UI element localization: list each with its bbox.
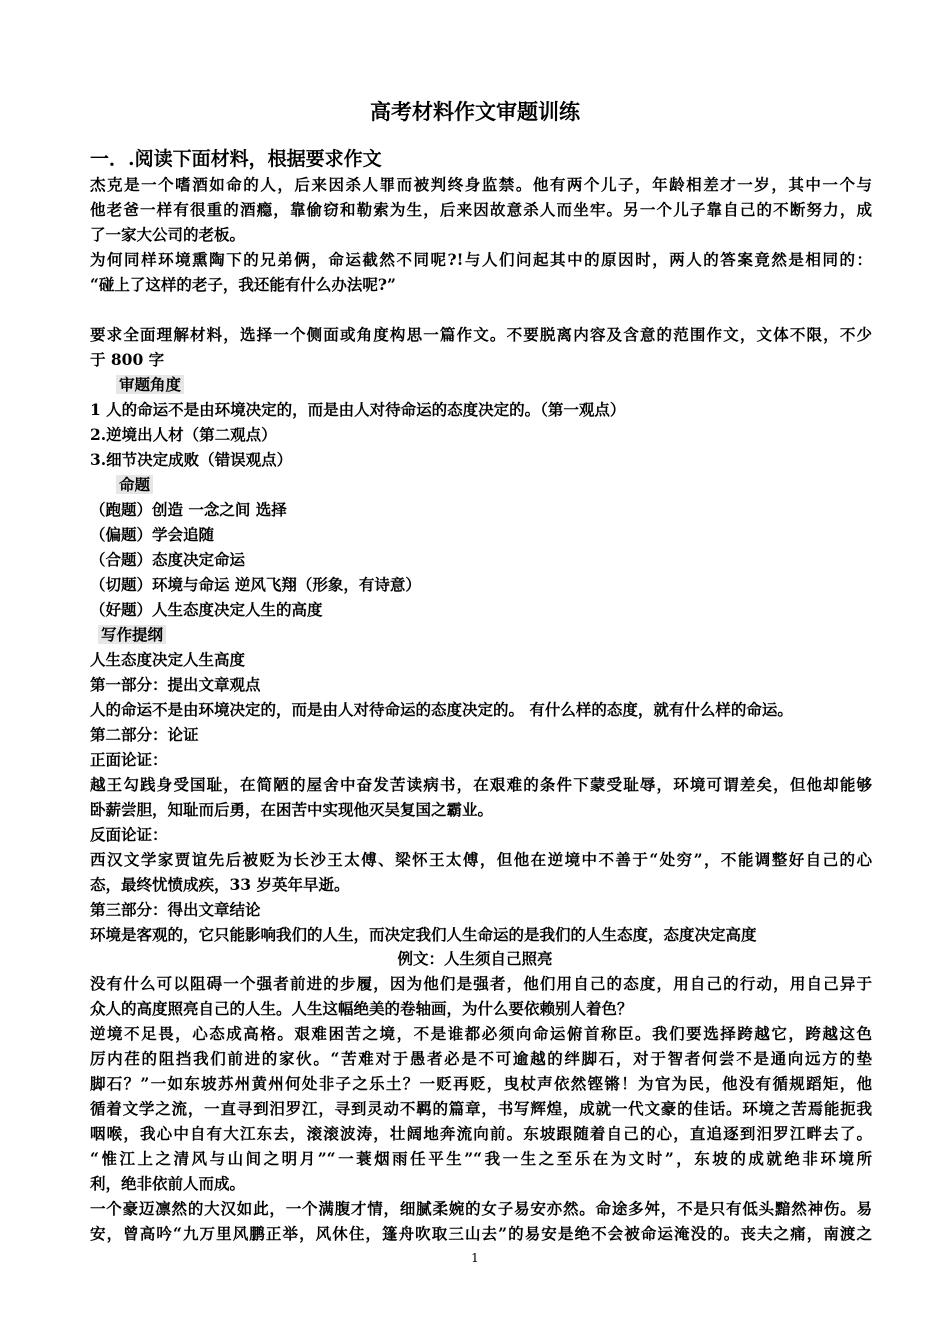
- paragraph-line: 逆境不足畏，心态成高格。艰难困苦之境，不是谁都必须向命运俯首称臣。我们要选择跨越它，跨越这色: [90, 1024, 872, 1043]
- paragraph-line: 利，绝非依前人而成。: [90, 1174, 246, 1193]
- paragraph-line: 没有什么可以阻碍一个强者前进的步履，因为他们是强者，他们用自己的态度，用自己的行动，用自己异于: [90, 974, 872, 993]
- subheading-outline: 写作提纲: [98, 622, 872, 647]
- list-item: （好题）人生态度决定人生的高度: [90, 600, 323, 619]
- paragraph-line: 正面论证：: [90, 750, 168, 769]
- paragraph-line: 越王勾践身受国耻，在简陋的屋舍中奋发苦读病书，在艰难的条件下蒙受耻辱，环境可谓差矣，但他却能够: [90, 775, 872, 794]
- paragraph-line: 脚石？”一如东坡苏州黄州何处非子之乐土？一贬再贬，曳杖声依然铿锵！为官为民，他没有循规蹈矩，他: [90, 1074, 872, 1093]
- paragraph-line: 第一部分：提出文章观点: [90, 675, 261, 694]
- paragraph-line: 第二部分：论证: [90, 725, 199, 744]
- paragraph-line: 杰克是一个嗜酒如命的人，后来因杀人罪而被判终身监禁。他有两个儿子，年龄相差才一岁，其中一个与: [90, 175, 872, 194]
- paragraph-line: 人的命运不是由环境决定的，而是由人对待命运的态度决定的。 有什么样的态度，就有什么样的命运。: [90, 700, 793, 719]
- page-number: 1: [471, 1251, 479, 1265]
- paragraph-line: 众人的高度照亮自己的人生。人生这幅绝美的卷轴画，为什么要依赖别人着色？: [90, 999, 633, 1018]
- list-item: （偏题）学会追随: [90, 525, 215, 544]
- paragraph-line: 了一家大公司的老板。: [90, 225, 246, 244]
- paragraph-line: 反面论证：: [90, 825, 168, 844]
- paragraph-line: 要求全面理解材料，选择一个侧面或角度构思一篇作文。不要脱离内容及含意的范围作文，文体不限，不少: [90, 325, 872, 344]
- paragraph-line: 西汉文学家贾谊先后被贬为长沙王太傅、梁怀王太傅，但他在逆境中不善于“处穷”，不能调整好自己的心: [90, 850, 872, 869]
- paragraph-line: “碰上了这样的老子，我还能有什么办法呢?”: [90, 275, 396, 294]
- list-item: （切题）环境与命运 逆风飞翔（形象，有诗意）: [90, 575, 421, 594]
- paragraph-line: 态，最终忧愤成疾，33 岁英年早逝。: [90, 875, 350, 894]
- list-item: （跑题）创造 一念之间 选择: [90, 500, 287, 519]
- paragraph-line: 环境是客观的，它只能影响我们的人生，而决定我们人生命运的是我们的人生态度，态度决定高度: [90, 925, 757, 944]
- paragraph-line: 咽喉，我心中自有大江东去，滚滚波涛，壮阔地奔流向前。东坡跟随着自己的心，直追逐到汨罗江畔去了。: [90, 1124, 872, 1143]
- paragraph-line: 卧薪尝胆，知耻而后勇，在困苦中实现他灭吴复国之霸业。: [90, 800, 494, 819]
- paragraph-line: 为何同样环境熏陶下的兄弟俩，命运截然不同呢?!与人们问起其中的原因时，两人的答案竟然是相同的：: [90, 250, 872, 269]
- section-heading: 一．.阅读下面材料，根据要求作文: [90, 148, 382, 170]
- essay-title: 例文：人生须自己照亮: [397, 949, 553, 968]
- list-item: 2.逆境出人材（第二观点）: [90, 425, 277, 444]
- paragraph-line: 他老爸一样有很重的酒瘾，靠偷窃和勒索为生，后来因故意杀人而坐牢。另一个儿子靠自己的不断努力，成: [90, 200, 872, 219]
- paragraph-line: 第三部分：得出文章结论: [90, 900, 261, 919]
- subheading-topic: 命题: [116, 472, 872, 497]
- paragraph-line: 一个豪迈凛然的大汉如此，一个满腹才情，细腻柔婉的女子易安亦然。命途多舛，不是只有低头黯然神伤。易: [90, 1199, 872, 1218]
- paragraph-line: 于 800 字: [90, 350, 165, 369]
- paragraph-line: 安，曾高吟“九万里风鹏正举，风休住，篷舟吹取三山去”的易安是绝不会被命运淹没的。丧夫之痛，南渡之: [90, 1224, 872, 1243]
- list-item: 1 人的命运不是由环境决定的，而是由人对待命运的态度决定的。（第一观点）: [90, 400, 626, 419]
- paragraph-line: 人生态度决定人生高度: [90, 650, 246, 669]
- list-item: （合题）态度决定命运: [90, 550, 246, 569]
- paragraph-line: 厉内荏的阻挡我们前进的家伙。“苦难对于愚者必是不可逾越的绊脚石，对于智者何尝不是通向远方的垫: [90, 1049, 872, 1068]
- paragraph-line: 循着文学之流，一直寻到汨罗江，寻到灵动不羁的篇章，书写辉煌，成就一代文豪的佳话。环境之苦焉能扼我: [90, 1099, 872, 1118]
- paragraph-line: “惟江上之清风与山间之明月”“一蓑烟雨任平生”“我一生之至乐在为文时”，东坡的成就绝非环境所: [90, 1149, 872, 1168]
- document-title: 高考材料作文审题训练: [370, 99, 580, 124]
- subheading-review-angle: 审题角度: [116, 372, 872, 397]
- list-item: 3.细节决定成败（错误观点）: [90, 450, 293, 469]
